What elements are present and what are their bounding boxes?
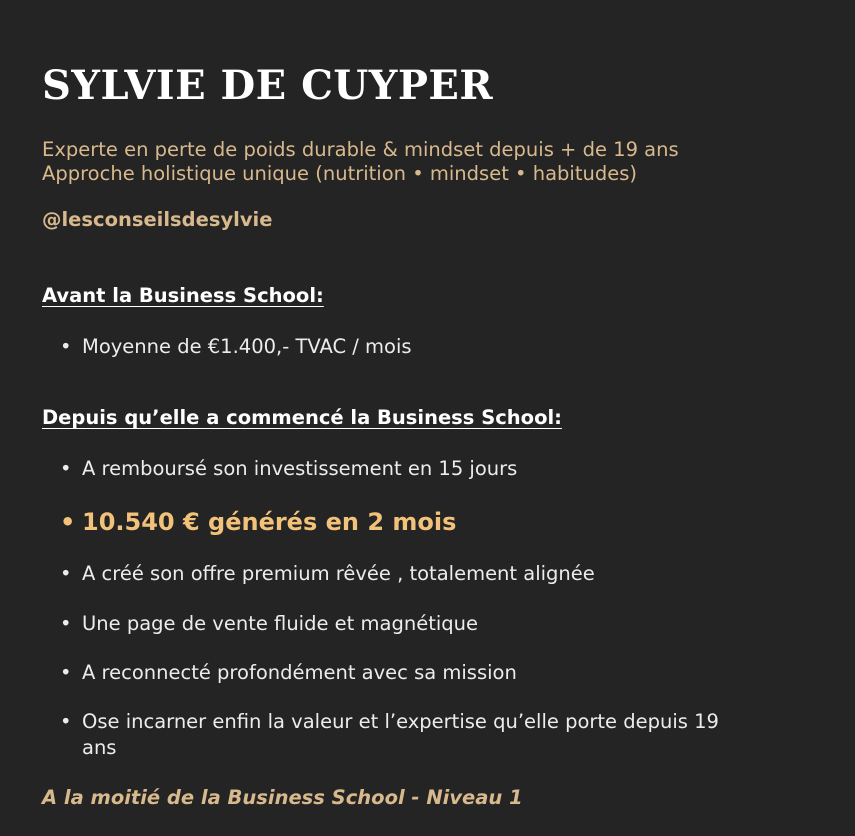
- after-item-text: A créé son offre premium rêvée , totalement alignée: [82, 562, 595, 585]
- after-list-item: [60, 561, 595, 587]
- tagline-expertise: Experte en perte de poids durable & mindset depuis + de 19 ans: [42, 138, 679, 161]
- bullet-icon: •: [60, 457, 72, 480]
- progress-footer: A la moitié de la Business School - Niveau 1: [42, 786, 523, 809]
- bullet-icon: •: [60, 661, 72, 684]
- after-list-item: [60, 611, 478, 637]
- after-list-item: [60, 456, 517, 482]
- bullet-icon: •: [60, 710, 72, 733]
- bullet-icon: •: [60, 508, 76, 536]
- person-name: SYLVIE DE CUYPER: [42, 62, 494, 109]
- bullet-icon: •: [60, 335, 72, 358]
- after-item-text: A remboursé son investissement en 15 jours: [82, 457, 518, 480]
- after-list-item: [60, 709, 820, 761]
- after-section-title: Depuis qu’elle a commencé la Business School:: [42, 406, 562, 429]
- after-list-item: [60, 660, 517, 686]
- after-item-text: Ose incarner enfin la valeur et l’expertise qu’elle porte depuis 19: [82, 710, 719, 733]
- bullet-icon: •: [60, 612, 72, 635]
- before-section-title: Avant la Business School:: [42, 284, 324, 307]
- before-item-text: Moyenne de €1.400,- TVAC / mois: [82, 335, 412, 358]
- social-handle: @lesconseilsdesylvie: [42, 208, 273, 231]
- after-item-text: A reconnecté profondément avec sa mission: [82, 661, 517, 684]
- after-list-item-highlight: [60, 507, 456, 537]
- tagline-approach: Approche holistique unique (nutrition • mindset • habitudes): [42, 162, 637, 185]
- before-list-item: [60, 334, 412, 360]
- after-item-text-continued: ans: [82, 736, 117, 759]
- after-item-text: Une page de vente fluide et magnétique: [82, 612, 478, 635]
- revenue-highlight-text: 10.540 € générés en 2 mois: [82, 508, 457, 536]
- bullet-icon: •: [60, 562, 72, 585]
